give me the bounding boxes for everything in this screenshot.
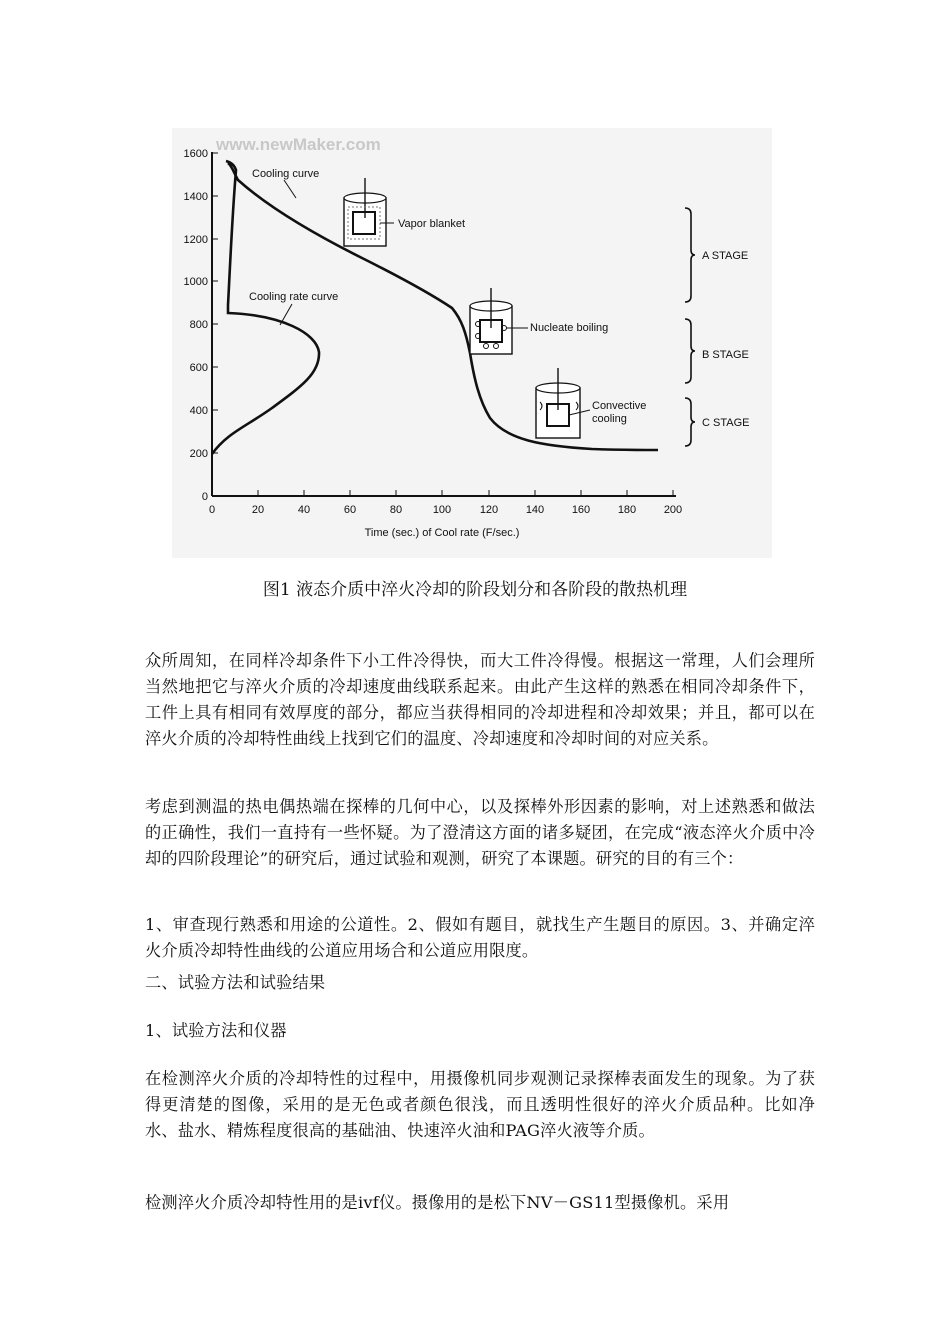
x-tick-label: 60	[343, 504, 357, 516]
stage-b-label: B STAGE	[702, 349, 749, 361]
x-tick-label: 100	[432, 504, 452, 516]
y-tick-label: 600	[189, 362, 208, 374]
x-tick-label: 160	[571, 504, 591, 516]
watermark: www.newMaker.com	[216, 135, 381, 154]
cooling-rate-curve-label: Cooling rate curve	[249, 291, 339, 303]
y-tick-label: 1200	[183, 234, 208, 246]
y-tick-label: 1000	[183, 276, 208, 288]
y-tick-label: 1600	[183, 148, 208, 160]
x-axis-label: Time (sec.) of Cool rate (F/sec.)	[364, 527, 520, 539]
convective-label-line1: Convective	[592, 400, 647, 412]
figure-caption: 图1 液态介质中淬火冷却的阶段划分和各阶段的散热机理	[262, 580, 688, 600]
y-tick-label: 800	[189, 319, 208, 331]
section-heading: 二、试验方法和试验结果	[145, 973, 326, 992]
x-tick-label: 200	[663, 504, 683, 516]
paragraph-1: 众所周知，在同样冷却条件下小工件冷得快，而大工件冷得慢。根据这一常理，人们会理所当然地把它与淬火介质的冷却速度曲线联系起来。由此产生这样的熟悉在相同冷却条件下，工件上具有相同有效厚度的部分，都应当获得相同的冷却进程和冷却效果；并且，都可以在淬火介质的冷却特性曲线上找到它们的温度、冷却速度和冷却时间的对应关系。	[145, 651, 815, 748]
vapor-blanket-label: Vapor blanket	[398, 218, 466, 230]
paragraph-2: 考虑到测温的热电偶热端在探棒的几何中心，以及探棒外形因素的影响，对上述熟悉和做法的正确性，我们一直持有一些怀疑。为了澄清这方面的诸多疑团，在完成“液态淬火介质中冷却的四阶段理论”的研究后，通过试验和观测，研究了本课题。研究的目的有三个：	[145, 797, 815, 868]
x-tick-label: 180	[617, 504, 637, 516]
y-tick-label: 400	[189, 405, 208, 417]
nucleate-boiling-label: Nucleate boiling	[530, 322, 609, 334]
stage-c-label: C STAGE	[702, 417, 750, 429]
y-tick-label: 200	[189, 448, 208, 460]
x-tick-label: 120	[479, 504, 499, 516]
stage-a-label: A STAGE	[702, 250, 749, 262]
y-tick-label: 1400	[183, 191, 208, 203]
paragraph-3: 1、审查现行熟悉和用途的公道性。2、假如有题目，就找生产生题目的原因。3、并确定淬火介质冷却特性曲线的公道应用场合和公道应用限度。	[145, 915, 815, 960]
paragraph-5: 检测淬火介质冷却特性用的是ivf仪。摄像用的是松下NV－GS11型摄像机。采用	[145, 1193, 730, 1212]
x-tick-label: 140	[525, 504, 545, 516]
x-tick-label: 0	[208, 504, 216, 516]
cooling-stages-figure	[172, 128, 772, 558]
x-tick-label: 80	[389, 504, 403, 516]
x-tick-label: 40	[297, 504, 311, 516]
convective-label-line2: cooling	[592, 413, 627, 425]
paragraph-4: 在检测淬火介质的冷却特性的过程中，用摄像机同步观测记录探棒表面发生的现象。为了获得更清楚的图像，采用的是无色或者颜色很浅，而且透明性很好的淬火介质品种。比如净水、盐水、精炼程度很高的基础油、快速淬火油和PAG淬火液等介质。	[145, 1069, 815, 1140]
subsection-heading: 1、试验方法和仪器	[145, 1021, 287, 1040]
y-tick-label: 0	[201, 491, 208, 503]
x-tick-label: 20	[251, 504, 265, 516]
cooling-curve-label: Cooling curve	[252, 168, 320, 180]
